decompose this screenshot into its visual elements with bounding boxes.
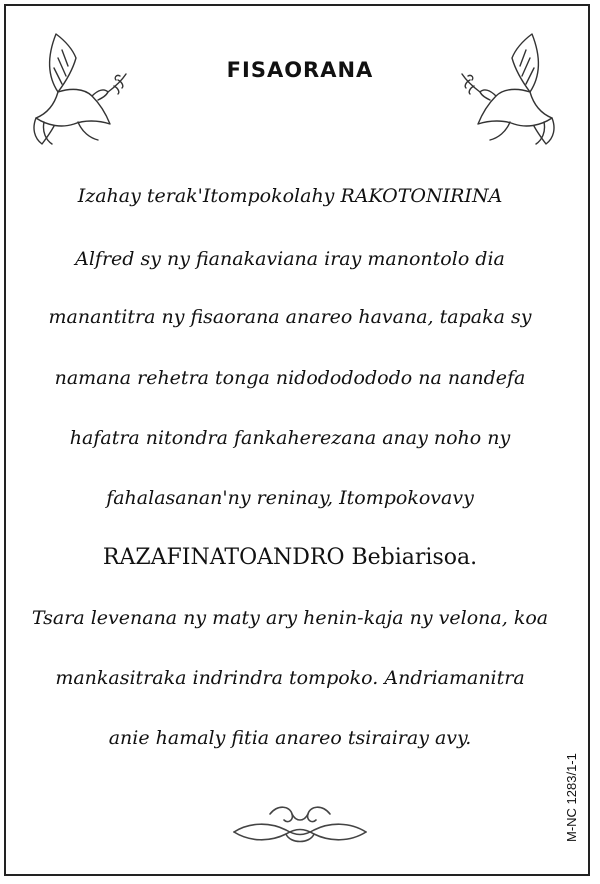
- message-line: Izahay terak'Itompokolahy RAKOTONIRINA: [77, 185, 503, 207]
- flourish-ornament-icon: [230, 798, 370, 850]
- message-line: namana rehetra tonga nidododododo na nandefa: [54, 367, 526, 389]
- message-line: manantitra ny fisaorana anareo havana, tapaka sy: [48, 306, 532, 328]
- message-line: Alfred sy ny fianakaviana iray manontolo dia: [75, 248, 505, 270]
- message-line: mankasitraka indrindra tompoko. Andriamanitra: [55, 667, 525, 689]
- deceased-name: RAZAFINATOANDRO Bebiarisoa.: [102, 545, 478, 570]
- message-line: anie hamaly fitia anareo tsirairay avy.: [108, 727, 472, 749]
- message-line: hafatra nitondra fankaherezana anay noho ny: [69, 427, 511, 449]
- dove-left-icon: [18, 14, 128, 154]
- dove-right-icon: [460, 14, 570, 154]
- message-line: fahalasanan'ny reninay, Itompokovavy: [106, 487, 474, 509]
- message-line: Tsara levenana ny maty ary henin-kaja ny velona, koa: [31, 607, 549, 629]
- reference-code: M-NC 1283/1-1: [564, 753, 579, 842]
- notice-title: FISAORANA: [226, 58, 374, 82]
